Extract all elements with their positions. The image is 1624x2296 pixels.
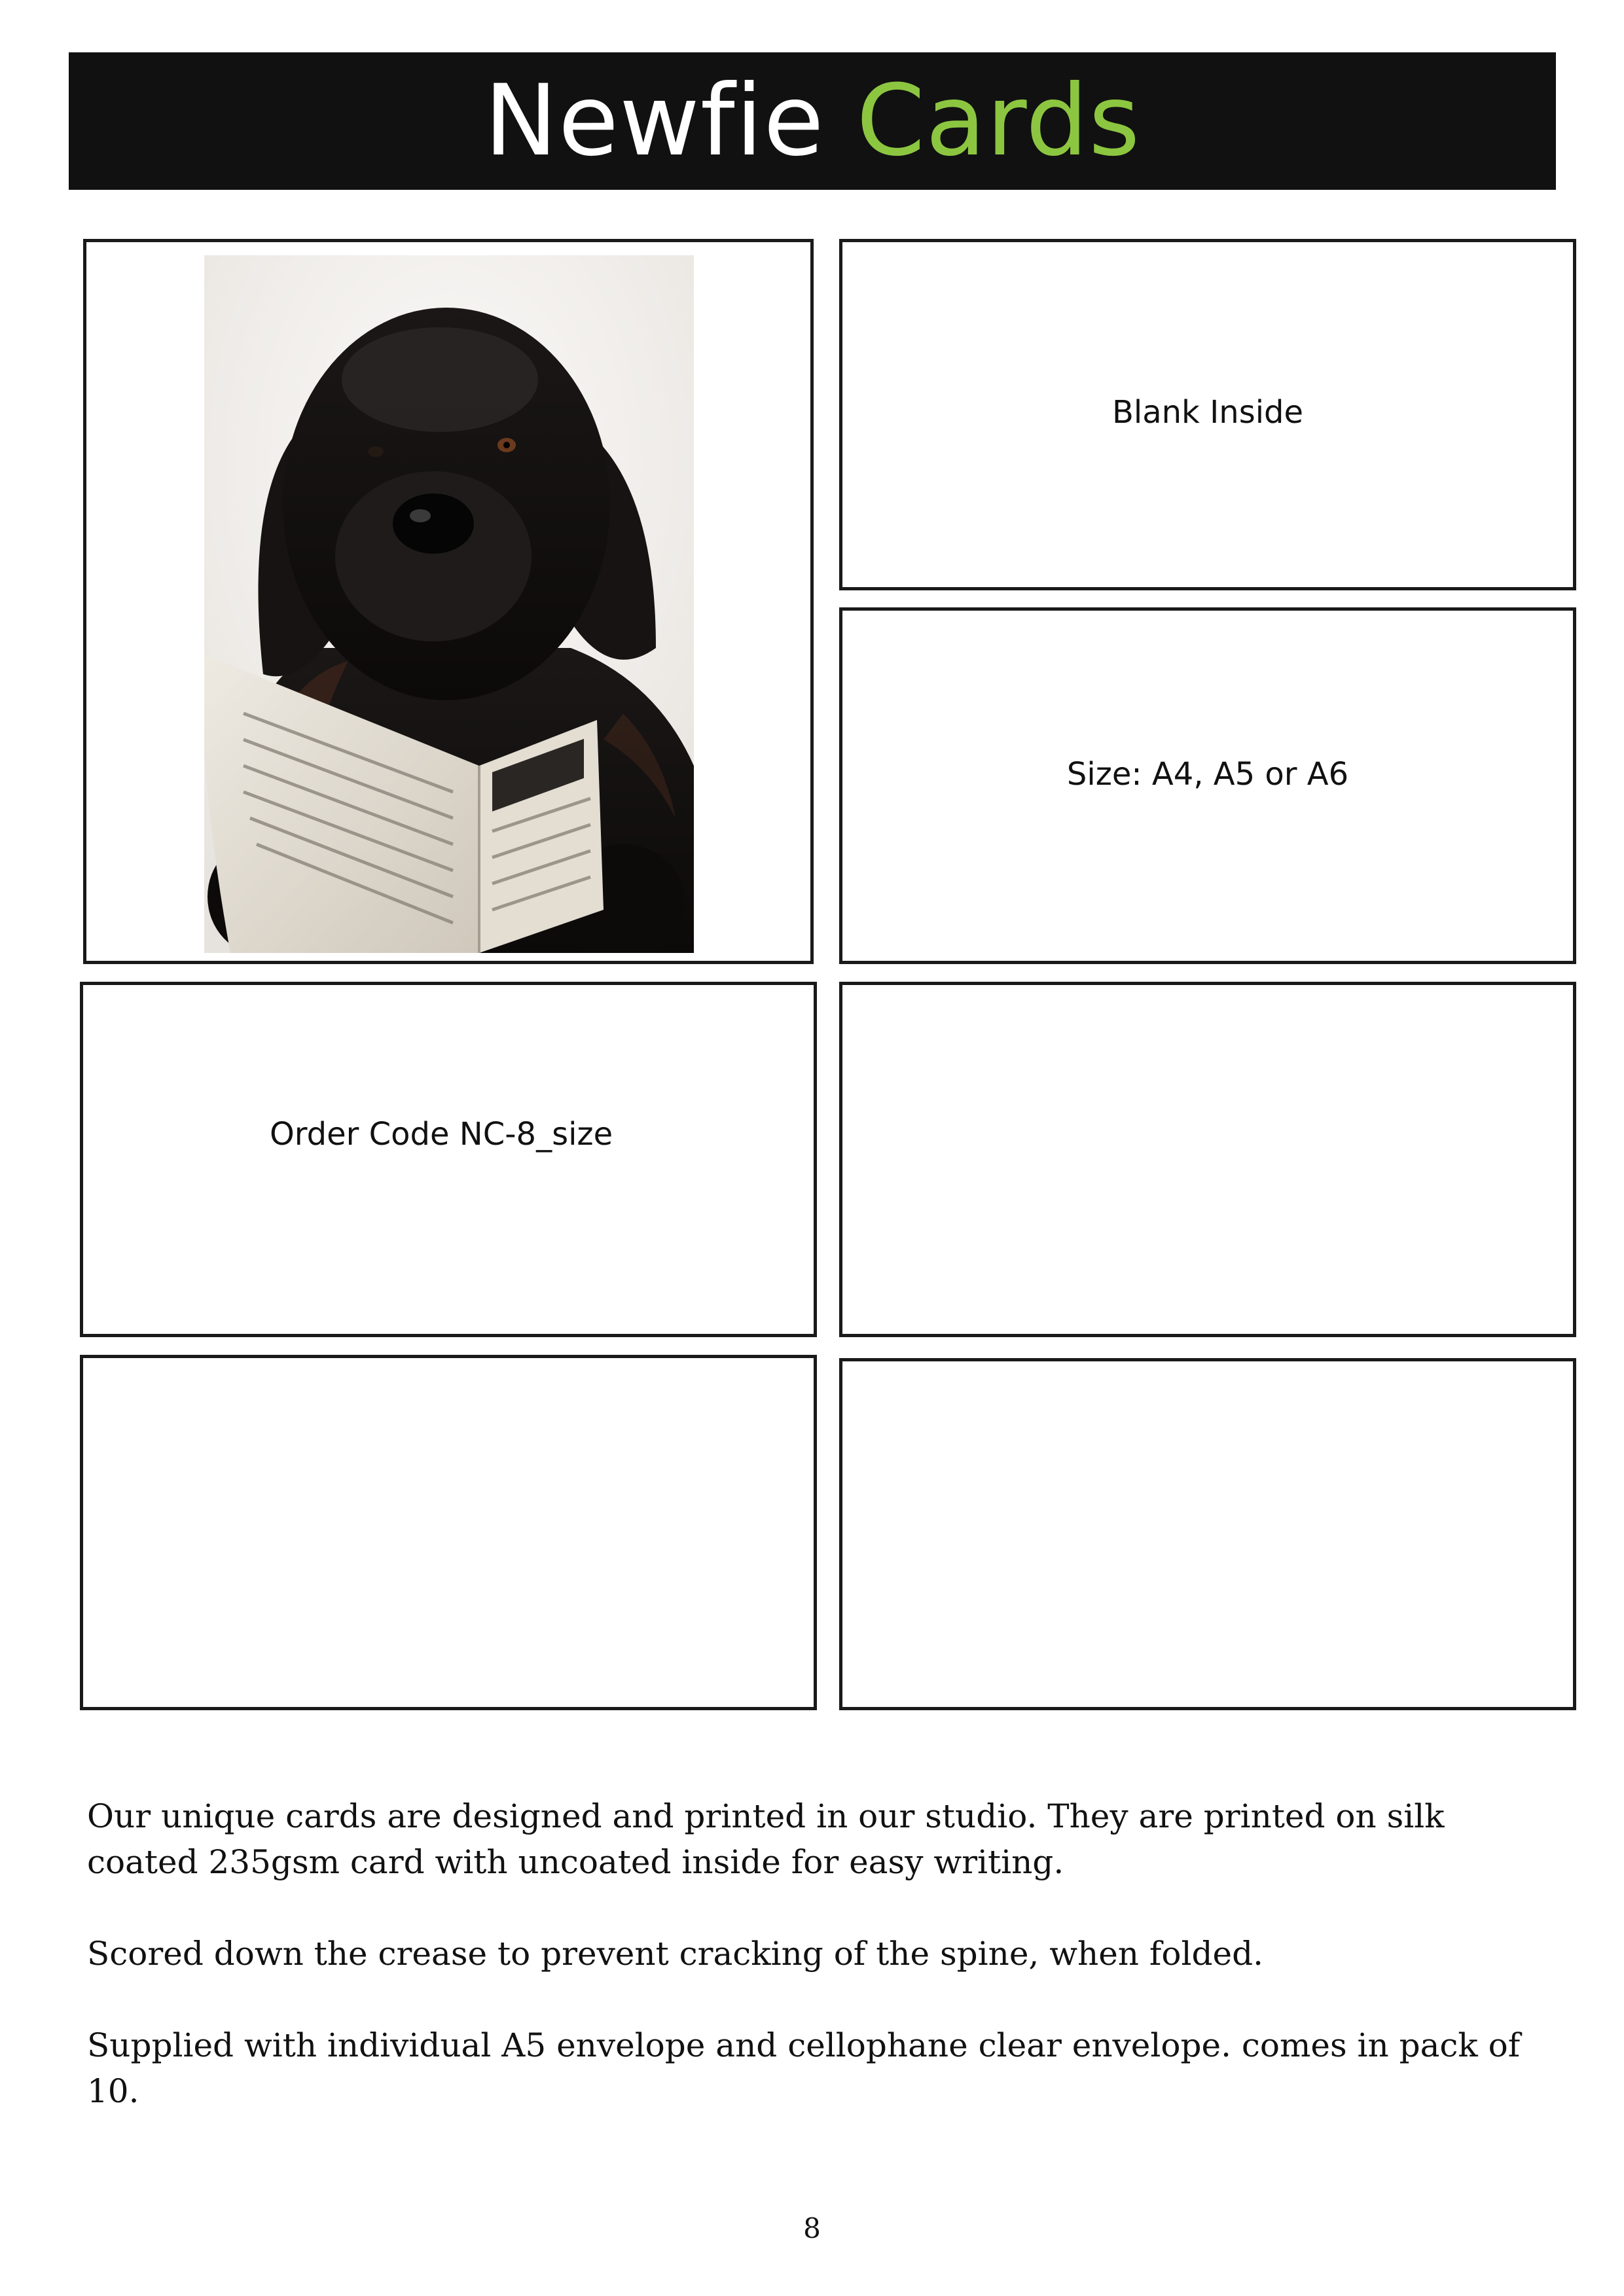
card-empty-box-3	[839, 1358, 1576, 1710]
size-label: Size: A4, A5 or A6	[1066, 756, 1349, 793]
blank-inside-label: Blank Inside	[1111, 394, 1304, 431]
title-word-newfie: Newfie	[484, 64, 825, 178]
card-order-code-box	[80, 982, 817, 1337]
description-paragraph-2: Scored down the crease to prevent cracking of the spine, when folded.	[87, 1935, 1263, 1973]
description-paragraph-1: Our unique cards are designed and printed in our studio. They are printed on silk coated 235gsm card with uncoated inside for easy writing.	[87, 1797, 1445, 1881]
card-empty-box-1	[839, 982, 1576, 1337]
dog-reading-newspaper-image	[204, 255, 694, 953]
page-title	[484, 64, 1141, 178]
card-size-box	[839, 607, 1576, 964]
title-word-cards: Cards	[856, 64, 1141, 178]
card-empty-box-2	[80, 1355, 817, 1710]
card-photo-box	[83, 239, 814, 964]
title-banner	[69, 52, 1556, 190]
order-code-label: Order Code NC-8_size	[270, 1116, 613, 1153]
description-paragraph-3: Supplied with individual A5 envelope and cellophane clear envelope. comes in pack of 10.	[87, 2026, 1521, 2110]
page-number: 8	[803, 2212, 821, 2244]
card-blank-inside-box	[839, 239, 1576, 590]
